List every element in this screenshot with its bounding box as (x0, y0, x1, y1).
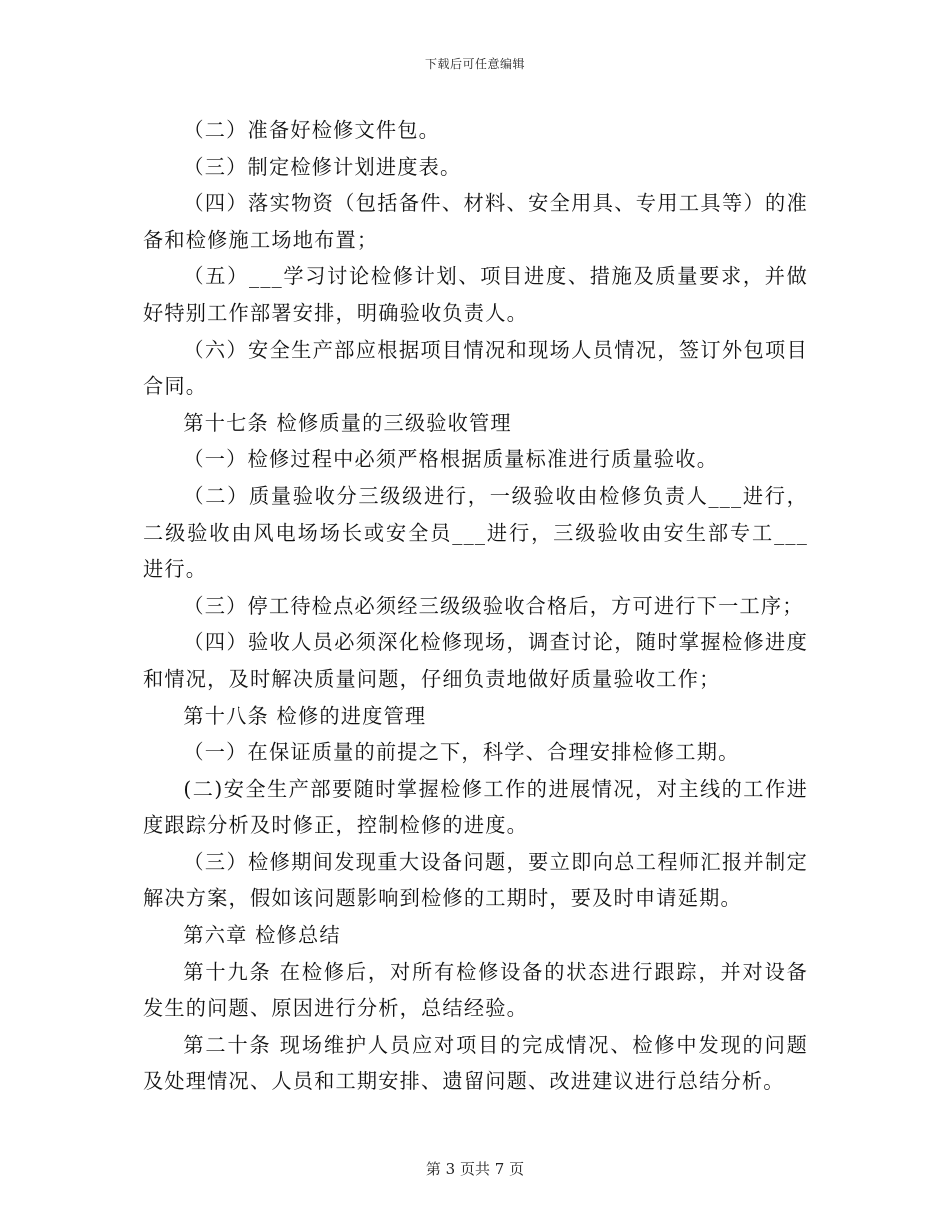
page-footer: 第 3 页共 7 页 (425, 1160, 525, 1178)
article-18-heading: 第十八条 检修的进度管理 (183, 703, 427, 728)
paragraph-10: （四）验收人员必须深化检修现场，调查讨论，随时掌握检修进度和情况，及时解决质量问题，仔细负责地做好质量验收工作； (143, 630, 808, 691)
paragraph-1: （二）准备好检修文件包。 (183, 118, 441, 142)
paragraph-9: （三）停工待检点必须经三级级验收合格后，方可进行下一工序； (183, 593, 804, 618)
article-19: 第十九条 在检修后，对所有检修设备的状态进行跟踪，并对设备发生的问题、原因进行分析，总结经验。 (143, 959, 808, 1021)
paragraph-3: （四）落实物资（包括备件、材料、安全用具、专用工具等）的准备和检修施工场地布置； (143, 191, 808, 252)
paragraph-2: （三）制定检修计划进度表。 (183, 154, 462, 179)
paragraph-13: (二)安全生产部要随时掌握检修工作的进展情况，对主线的工作进度跟踪分析及时修正，控制检修的进度。 (143, 776, 808, 838)
page-header: 下载后可任意编辑 (424, 57, 525, 71)
document-body (143, 112, 808, 1100)
paragraph-5: （六）安全生产部应根据项目情况和现场人员情况，签订外包项目合同。 (143, 337, 808, 399)
article-20: 第二十条 现场维护人员应对项目的完成情况、检修中发现的问题及处理情况、人员和工期安排、遗留问题、改进建议进行总结分析。 (143, 1032, 808, 1094)
paragraph-8: （二）质量验收分三级级进行，一级验收由检修负责人___进行，二级验收由风电场场长或安全员___进行，三级验收由安生部专工___进行。 (143, 483, 808, 582)
chapter-6-heading: 第六章 检修总结 (183, 923, 341, 948)
article-17-heading: 第十七条 检修质量的三级验收管理 (183, 410, 512, 435)
paragraph-4: （五）___学习讨论检修计划、项目进度、措施及质量要求，并做好特别工作部署安排，明确验收负责人。 (143, 264, 808, 325)
paragraph-12: （一）在保证质量的前提之下，科学、合理安排检修工期。 (183, 740, 740, 765)
paragraph-7: （一）检修过程中必须严格根据质量标准进行质量验收。 (183, 447, 719, 472)
paragraph-14: （三）检修期间发现重大设备问题，要立即向总工程师汇报并制定解决方案，假如该问题影响到检修的工期时，要及时申请延期。 (143, 849, 808, 911)
